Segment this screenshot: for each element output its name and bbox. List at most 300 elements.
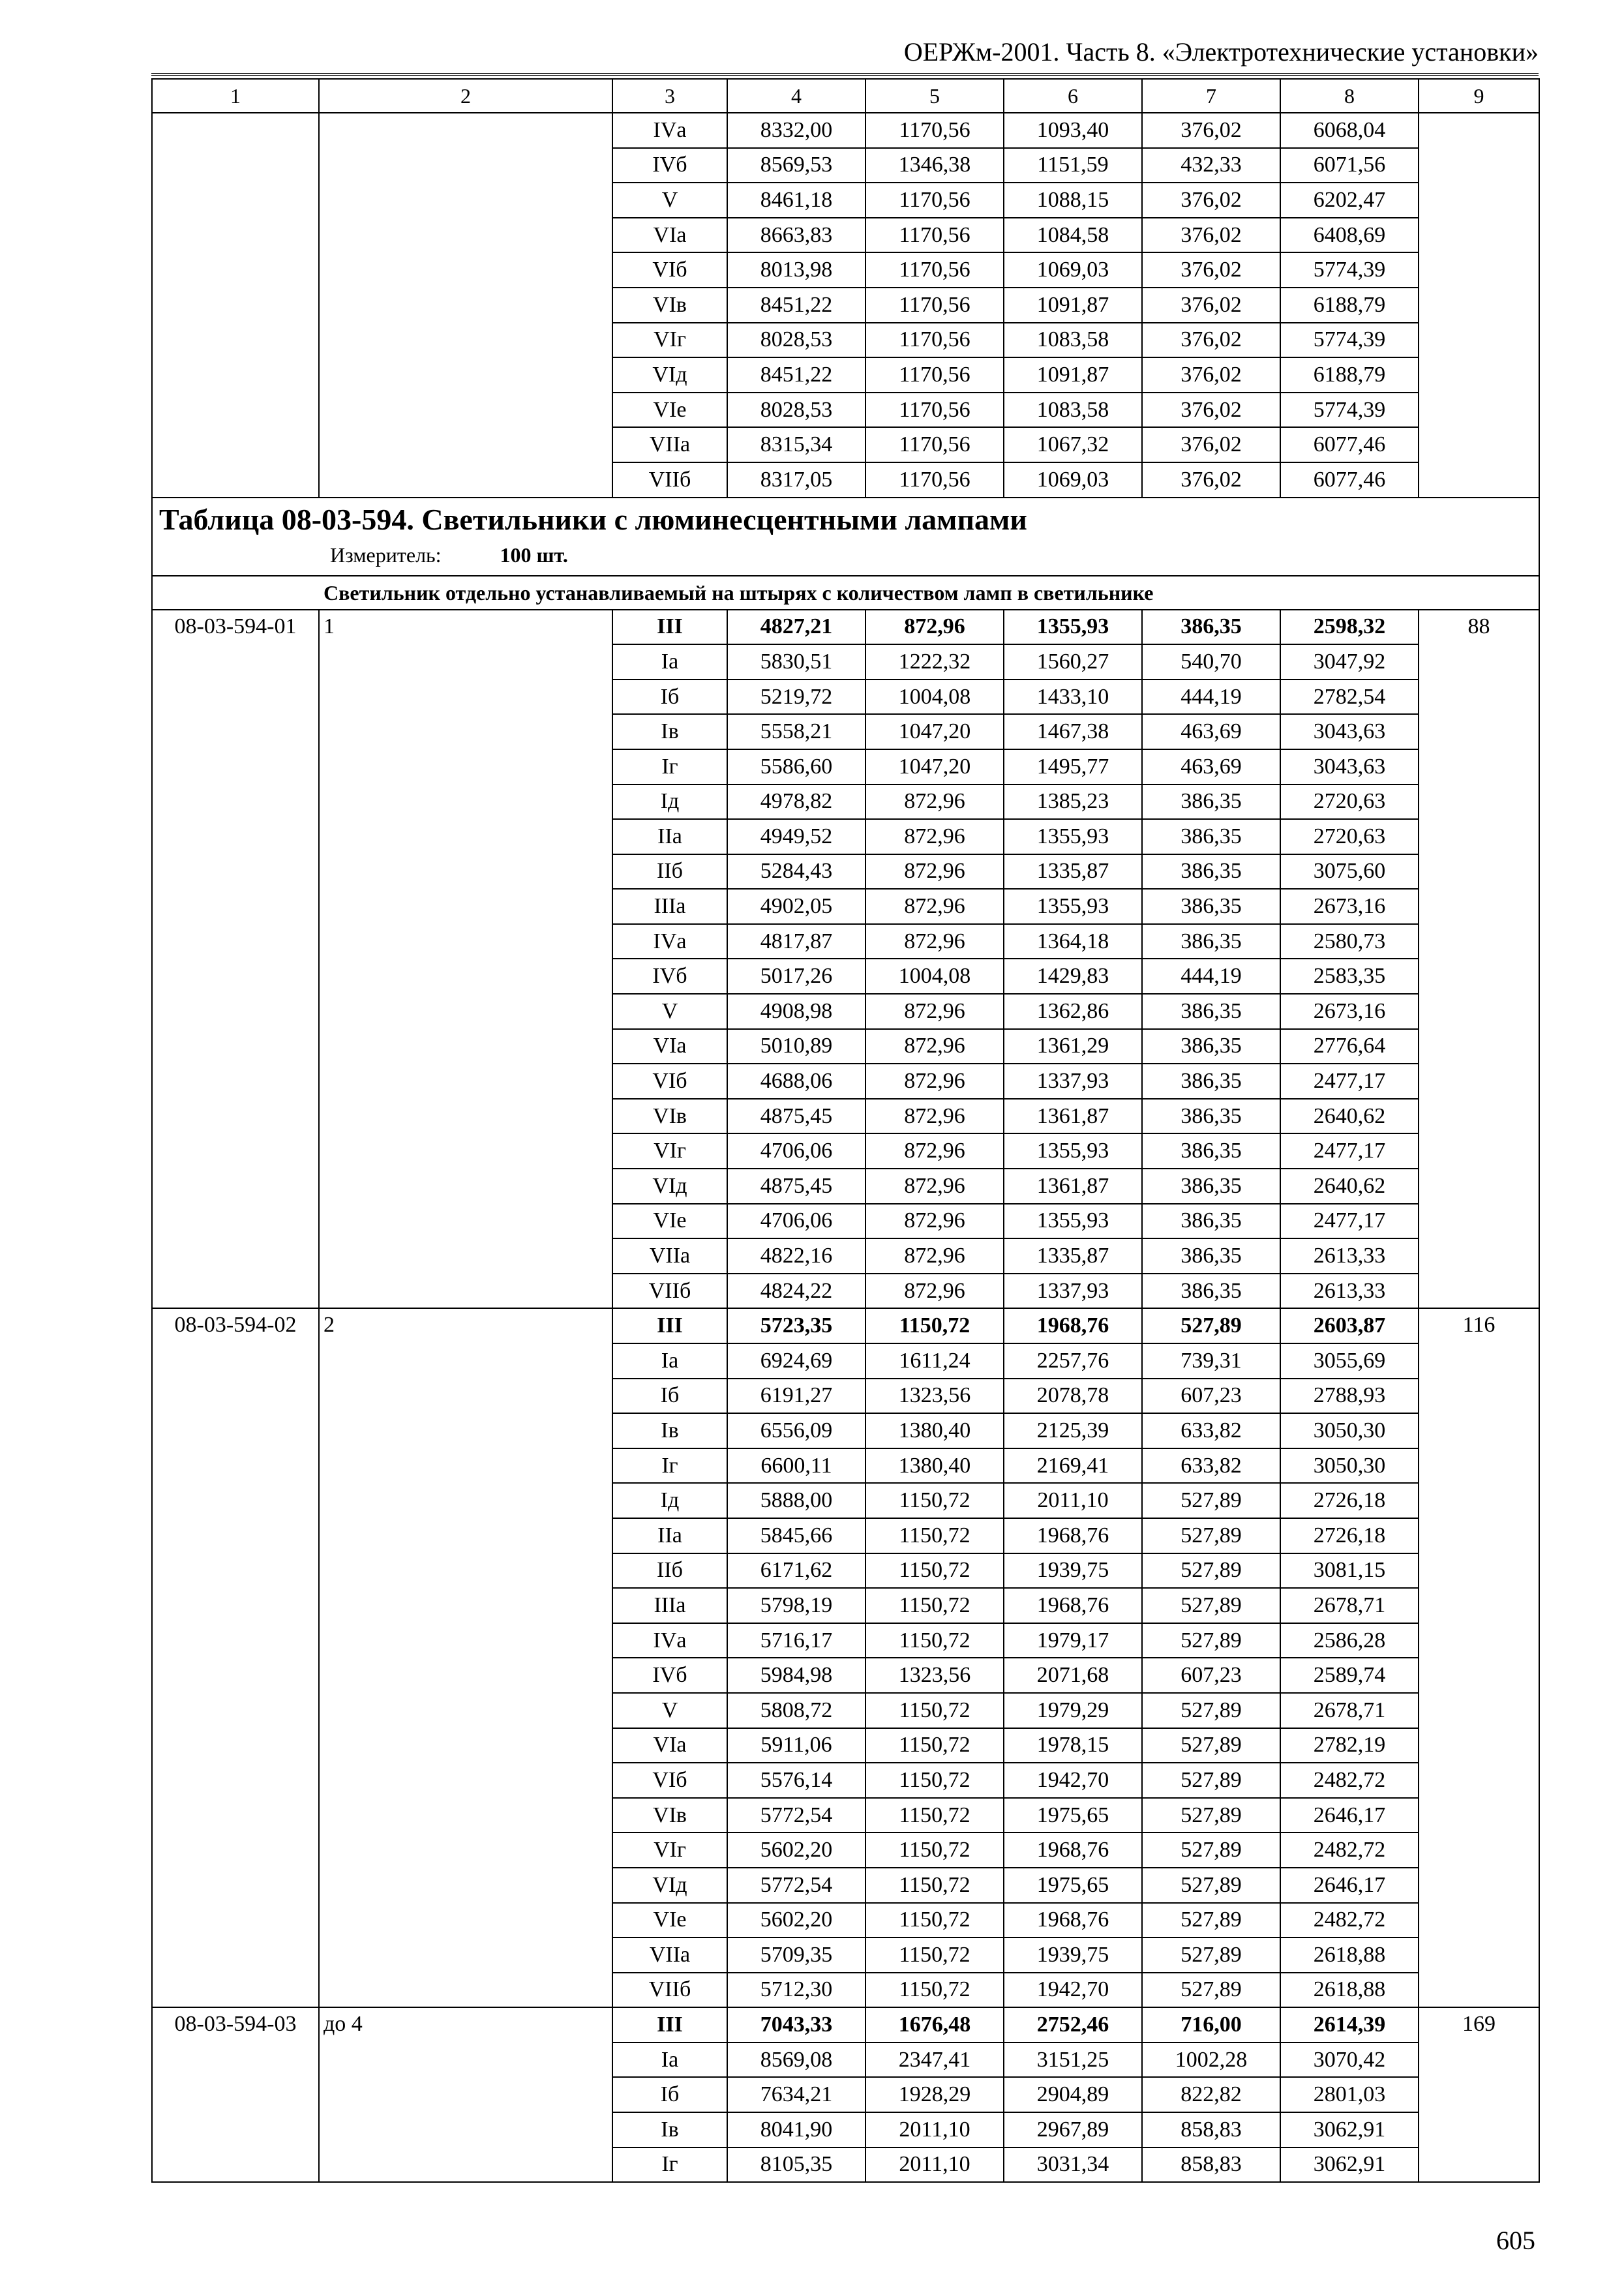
value-cell: 2580,73 bbox=[1280, 924, 1419, 959]
zone-cell: VIа bbox=[612, 1029, 727, 1064]
value-cell: 2752,46 bbox=[1004, 2007, 1142, 2042]
value-cell: 2782,54 bbox=[1280, 680, 1419, 715]
zone-cell: V bbox=[612, 994, 727, 1029]
value-cell: 2125,39 bbox=[1004, 1413, 1142, 1448]
value-cell: 540,70 bbox=[1142, 644, 1280, 680]
value-cell: 386,35 bbox=[1142, 994, 1280, 1029]
value-cell: 6191,27 bbox=[727, 1379, 865, 1414]
value-cell: 432,33 bbox=[1142, 148, 1280, 183]
value-cell: 1150,72 bbox=[865, 1763, 1004, 1798]
value-cell: 386,35 bbox=[1142, 1238, 1280, 1274]
zone-cell: Iд bbox=[612, 785, 727, 820]
value-cell: 8041,90 bbox=[727, 2112, 865, 2147]
value-cell: 1091,87 bbox=[1004, 288, 1142, 323]
value-cell: 6068,04 bbox=[1280, 113, 1419, 148]
value-cell: 872,96 bbox=[865, 1064, 1004, 1099]
value-cell: 1364,18 bbox=[1004, 924, 1142, 959]
value-cell: 5586,60 bbox=[727, 749, 865, 785]
value-cell: 1335,87 bbox=[1004, 854, 1142, 890]
value-cell: 4902,05 bbox=[727, 889, 865, 924]
value-cell: 4875,45 bbox=[727, 1099, 865, 1134]
table-row bbox=[152, 113, 1539, 148]
value-cell: 1150,72 bbox=[865, 1728, 1004, 1763]
value-cell: 5774,39 bbox=[1280, 252, 1419, 288]
value-cell: 3050,30 bbox=[1280, 1448, 1419, 1484]
value-cell: 5830,51 bbox=[727, 644, 865, 680]
value-cell: 2477,17 bbox=[1280, 1064, 1419, 1099]
value-cell: 527,89 bbox=[1142, 1763, 1280, 1798]
value-cell: 5219,72 bbox=[727, 680, 865, 715]
value-cell: 1170,56 bbox=[865, 288, 1004, 323]
value-cell: 6600,11 bbox=[727, 1448, 865, 1484]
value-cell: 2011,10 bbox=[865, 2112, 1004, 2147]
value-cell: 1170,56 bbox=[865, 252, 1004, 288]
value-cell: 8569,08 bbox=[727, 2042, 865, 2078]
value-cell: 1361,87 bbox=[1004, 1099, 1142, 1134]
value-cell: 386,35 bbox=[1142, 1029, 1280, 1064]
value-cell: 8451,22 bbox=[727, 288, 865, 323]
value-cell: 1002,28 bbox=[1142, 2042, 1280, 2078]
zone-cell: V bbox=[612, 183, 727, 218]
value-cell: 4688,06 bbox=[727, 1064, 865, 1099]
value-cell: 1979,29 bbox=[1004, 1693, 1142, 1728]
value-cell: 527,89 bbox=[1142, 1937, 1280, 1973]
value-cell: 872,96 bbox=[865, 1238, 1004, 1274]
value-cell: 2726,18 bbox=[1280, 1518, 1419, 1553]
value-cell: 8451,22 bbox=[727, 357, 865, 393]
value-cell: 872,96 bbox=[865, 1274, 1004, 1309]
zone-cell: IIб bbox=[612, 854, 727, 890]
value-cell: 8315,34 bbox=[727, 427, 865, 462]
value-cell: 5602,20 bbox=[727, 1903, 865, 1938]
zone-cell: IVа bbox=[612, 924, 727, 959]
value-cell: 463,69 bbox=[1142, 714, 1280, 749]
value-cell: 1088,15 bbox=[1004, 183, 1142, 218]
value-cell: 386,35 bbox=[1142, 785, 1280, 820]
value-cell: 1560,27 bbox=[1004, 644, 1142, 680]
value-cell: 1170,56 bbox=[865, 427, 1004, 462]
value-cell: 1151,59 bbox=[1004, 148, 1142, 183]
zone-cell: VIв bbox=[612, 1798, 727, 1833]
value-cell: 1968,76 bbox=[1004, 1518, 1142, 1553]
zone-cell: VIб bbox=[612, 1064, 727, 1099]
zone-cell: VIIб bbox=[612, 462, 727, 498]
value-cell: 6171,62 bbox=[727, 1553, 865, 1589]
value-cell: 1150,72 bbox=[865, 1553, 1004, 1589]
value-cell: 4827,21 bbox=[727, 610, 865, 645]
value-cell: 8461,18 bbox=[727, 183, 865, 218]
value-cell: 3062,91 bbox=[1280, 2112, 1419, 2147]
value-cell: 7043,33 bbox=[727, 2007, 865, 2042]
value-cell: 2257,76 bbox=[1004, 1343, 1142, 1379]
zone-cell: IVб bbox=[612, 148, 727, 183]
value-cell: 527,89 bbox=[1142, 1798, 1280, 1833]
value-cell: 5911,06 bbox=[727, 1728, 865, 1763]
value-cell: 527,89 bbox=[1142, 1973, 1280, 2008]
value-cell: 2583,35 bbox=[1280, 959, 1419, 994]
value-cell: 872,96 bbox=[865, 854, 1004, 890]
zone-cell: Iг bbox=[612, 2147, 727, 2183]
value-cell: 3055,69 bbox=[1280, 1343, 1419, 1379]
value-cell: 376,02 bbox=[1142, 462, 1280, 498]
value-cell: 5017,26 bbox=[727, 959, 865, 994]
value-cell: 872,96 bbox=[865, 610, 1004, 645]
value-cell: 872,96 bbox=[865, 1133, 1004, 1169]
value-cell: 1975,65 bbox=[1004, 1798, 1142, 1833]
value-cell: 376,02 bbox=[1142, 357, 1280, 393]
value-cell: 5888,00 bbox=[727, 1483, 865, 1518]
value-cell: 3050,30 bbox=[1280, 1413, 1419, 1448]
value-cell: 5709,35 bbox=[727, 1937, 865, 1973]
unit-line bbox=[159, 543, 1539, 567]
value-cell: 1222,32 bbox=[865, 644, 1004, 680]
value-cell: 8028,53 bbox=[727, 393, 865, 428]
weight-cell: 169 bbox=[1419, 2007, 1539, 2182]
value-cell: 527,89 bbox=[1142, 1868, 1280, 1903]
zone-cell: VIIб bbox=[612, 1274, 727, 1309]
value-cell: 1150,72 bbox=[865, 1693, 1004, 1728]
column-number: 7 bbox=[1142, 79, 1280, 113]
table-title-row bbox=[152, 498, 1539, 576]
value-cell: 1939,75 bbox=[1004, 1937, 1142, 1973]
value-cell: 2673,16 bbox=[1280, 994, 1419, 1029]
value-cell: 444,19 bbox=[1142, 959, 1280, 994]
page-header bbox=[151, 34, 1539, 76]
value-cell: 6077,46 bbox=[1280, 462, 1419, 498]
zone-cell: VIIа bbox=[612, 1937, 727, 1973]
value-cell: 3151,25 bbox=[1004, 2042, 1142, 2078]
value-cell: 1004,08 bbox=[865, 959, 1004, 994]
value-cell: 2678,71 bbox=[1280, 1588, 1419, 1623]
value-cell: 3043,63 bbox=[1280, 749, 1419, 785]
value-cell: 1355,93 bbox=[1004, 819, 1142, 854]
value-cell: 2477,17 bbox=[1280, 1133, 1419, 1169]
zone-cell: VIв bbox=[612, 288, 727, 323]
lamp-count-cell: 1 bbox=[319, 610, 612, 1309]
value-cell: 1611,24 bbox=[865, 1343, 1004, 1379]
zone-cell: V bbox=[612, 1693, 727, 1728]
value-cell: 872,96 bbox=[865, 889, 1004, 924]
column-number: 3 bbox=[612, 79, 727, 113]
zone-cell: III bbox=[612, 1308, 727, 1343]
zone-cell: III bbox=[612, 2007, 727, 2042]
zone-cell: VIе bbox=[612, 393, 727, 428]
value-cell: 5010,89 bbox=[727, 1029, 865, 1064]
value-cell: 3062,91 bbox=[1280, 2147, 1419, 2183]
value-cell: 1069,03 bbox=[1004, 252, 1142, 288]
value-cell: 2673,16 bbox=[1280, 889, 1419, 924]
code-cell bbox=[152, 113, 319, 498]
value-cell: 1380,40 bbox=[865, 1448, 1004, 1484]
value-cell: 2482,72 bbox=[1280, 1903, 1419, 1938]
column-number: 2 bbox=[319, 79, 612, 113]
zone-cell: III bbox=[612, 610, 727, 645]
value-cell: 872,96 bbox=[865, 1029, 1004, 1064]
zone-cell: VIб bbox=[612, 252, 727, 288]
value-cell: 2078,78 bbox=[1004, 1379, 1142, 1414]
value-cell: 1429,83 bbox=[1004, 959, 1142, 994]
value-cell: 1433,10 bbox=[1004, 680, 1142, 715]
value-cell: 2477,17 bbox=[1280, 1204, 1419, 1239]
table-body bbox=[152, 79, 1539, 2182]
value-cell: 2613,33 bbox=[1280, 1238, 1419, 1274]
value-cell: 8028,53 bbox=[727, 323, 865, 358]
table-row bbox=[152, 2007, 1539, 2042]
value-cell: 2618,88 bbox=[1280, 1973, 1419, 2008]
value-cell: 1361,29 bbox=[1004, 1029, 1142, 1064]
table-subtitle-row bbox=[152, 576, 1539, 610]
value-cell: 386,35 bbox=[1142, 819, 1280, 854]
zone-cell: Iа bbox=[612, 644, 727, 680]
value-cell: 2788,93 bbox=[1280, 1379, 1419, 1414]
value-cell: 1150,72 bbox=[865, 1868, 1004, 1903]
value-cell: 1150,72 bbox=[865, 1483, 1004, 1518]
value-cell: 386,35 bbox=[1142, 1099, 1280, 1134]
value-cell: 1928,29 bbox=[865, 2077, 1004, 2112]
value-cell: 2169,41 bbox=[1004, 1448, 1142, 1484]
value-cell: 2967,89 bbox=[1004, 2112, 1142, 2147]
table-title-cell bbox=[152, 498, 1539, 576]
zone-cell: VIе bbox=[612, 1204, 727, 1239]
value-cell: 5774,39 bbox=[1280, 323, 1419, 358]
value-cell: 1968,76 bbox=[1004, 1308, 1142, 1343]
value-cell: 444,19 bbox=[1142, 680, 1280, 715]
unit-label: Измеритель: bbox=[330, 543, 442, 567]
page-number: 605 bbox=[1496, 2226, 1535, 2255]
weight-cell: 116 bbox=[1419, 1308, 1539, 2007]
table-title: Таблица 08-03-594. Светильники с люминесцентными лампами bbox=[159, 502, 1027, 536]
value-cell: 1385,23 bbox=[1004, 785, 1142, 820]
zone-cell: IIа bbox=[612, 819, 727, 854]
value-cell: 4978,82 bbox=[727, 785, 865, 820]
value-cell: 1170,56 bbox=[865, 113, 1004, 148]
zone-cell: Iб bbox=[612, 1379, 727, 1414]
zone-cell: IVб bbox=[612, 1658, 727, 1693]
value-cell: 2646,17 bbox=[1280, 1868, 1419, 1903]
value-cell: 1004,08 bbox=[865, 680, 1004, 715]
value-cell: 2598,32 bbox=[1280, 610, 1419, 645]
value-cell: 386,35 bbox=[1142, 1204, 1280, 1239]
value-cell: 1942,70 bbox=[1004, 1763, 1142, 1798]
code-cell: 08-03-594-01 bbox=[152, 610, 319, 1309]
value-cell: 1979,17 bbox=[1004, 1623, 1142, 1658]
value-cell: 386,35 bbox=[1142, 889, 1280, 924]
value-cell: 8105,35 bbox=[727, 2147, 865, 2183]
value-cell: 5716,17 bbox=[727, 1623, 865, 1658]
value-cell: 2640,62 bbox=[1280, 1169, 1419, 1204]
value-cell: 1150,72 bbox=[865, 1308, 1004, 1343]
value-cell: 1170,56 bbox=[865, 393, 1004, 428]
zone-cell: Iг bbox=[612, 749, 727, 785]
value-cell: 527,89 bbox=[1142, 1728, 1280, 1763]
value-cell: 4822,16 bbox=[727, 1238, 865, 1274]
value-cell: 3070,42 bbox=[1280, 2042, 1419, 2078]
zone-cell: VIв bbox=[612, 1099, 727, 1134]
value-cell: 6924,69 bbox=[727, 1343, 865, 1379]
value-cell: 1170,56 bbox=[865, 357, 1004, 393]
zone-cell: Iв bbox=[612, 2112, 727, 2147]
value-cell: 1084,58 bbox=[1004, 218, 1142, 253]
table-row bbox=[152, 1308, 1539, 1343]
value-cell: 5712,30 bbox=[727, 1973, 865, 2008]
value-cell: 527,89 bbox=[1142, 1518, 1280, 1553]
zone-cell: IIIа bbox=[612, 1588, 727, 1623]
code-cell: 08-03-594-03 bbox=[152, 2007, 319, 2182]
value-cell: 2482,72 bbox=[1280, 1763, 1419, 1798]
value-cell: 376,02 bbox=[1142, 288, 1280, 323]
value-cell: 2586,28 bbox=[1280, 1623, 1419, 1658]
value-cell: 386,35 bbox=[1142, 924, 1280, 959]
value-cell: 2613,33 bbox=[1280, 1274, 1419, 1309]
price-table bbox=[151, 78, 1540, 2183]
value-cell: 4706,06 bbox=[727, 1204, 865, 1239]
value-cell: 527,89 bbox=[1142, 1553, 1280, 1589]
value-cell: 6556,09 bbox=[727, 1413, 865, 1448]
value-cell: 1170,56 bbox=[865, 183, 1004, 218]
value-cell: 1047,20 bbox=[865, 714, 1004, 749]
value-cell: 5723,35 bbox=[727, 1308, 865, 1343]
value-cell: 2482,72 bbox=[1280, 1833, 1419, 1868]
value-cell: 527,89 bbox=[1142, 1483, 1280, 1518]
value-cell: 1676,48 bbox=[865, 2007, 1004, 2042]
zone-cell: Iб bbox=[612, 680, 727, 715]
value-cell: 8317,05 bbox=[727, 462, 865, 498]
value-cell: 872,96 bbox=[865, 1204, 1004, 1239]
value-cell: 872,96 bbox=[865, 924, 1004, 959]
value-cell: 376,02 bbox=[1142, 393, 1280, 428]
column-number: 8 bbox=[1280, 79, 1419, 113]
value-cell: 5798,19 bbox=[727, 1588, 865, 1623]
value-cell: 376,02 bbox=[1142, 183, 1280, 218]
value-cell: 2614,39 bbox=[1280, 2007, 1419, 2042]
value-cell: 5558,21 bbox=[727, 714, 865, 749]
value-cell: 1170,56 bbox=[865, 462, 1004, 498]
value-cell: 2011,10 bbox=[865, 2147, 1004, 2183]
value-cell: 1150,72 bbox=[865, 1518, 1004, 1553]
value-cell: 3047,92 bbox=[1280, 644, 1419, 680]
value-cell: 1093,40 bbox=[1004, 113, 1142, 148]
lamp-count-cell: 2 bbox=[319, 1308, 612, 2007]
zone-cell: Iа bbox=[612, 2042, 727, 2078]
value-cell: 5772,54 bbox=[727, 1798, 865, 1833]
value-cell: 2640,62 bbox=[1280, 1099, 1419, 1134]
value-cell: 2776,64 bbox=[1280, 1029, 1419, 1064]
value-cell: 2071,68 bbox=[1004, 1658, 1142, 1693]
value-cell: 5284,43 bbox=[727, 854, 865, 890]
value-cell: 1495,77 bbox=[1004, 749, 1142, 785]
lamp-count-cell: до 4 bbox=[319, 2007, 612, 2182]
value-cell: 872,96 bbox=[865, 994, 1004, 1029]
zone-cell: Iб bbox=[612, 2077, 727, 2112]
value-cell: 5984,98 bbox=[727, 1658, 865, 1693]
value-cell: 386,35 bbox=[1142, 1064, 1280, 1099]
value-cell: 2603,87 bbox=[1280, 1308, 1419, 1343]
value-cell: 633,82 bbox=[1142, 1413, 1280, 1448]
value-cell: 1355,93 bbox=[1004, 889, 1142, 924]
value-cell: 2646,17 bbox=[1280, 1798, 1419, 1833]
column-number: 4 bbox=[727, 79, 865, 113]
value-cell: 1975,65 bbox=[1004, 1868, 1142, 1903]
value-cell: 4908,98 bbox=[727, 994, 865, 1029]
value-cell: 5845,66 bbox=[727, 1518, 865, 1553]
value-cell: 2618,88 bbox=[1280, 1937, 1419, 1973]
value-cell: 872,96 bbox=[865, 1099, 1004, 1134]
value-cell: 739,31 bbox=[1142, 1343, 1280, 1379]
zone-cell: VIг bbox=[612, 1133, 727, 1169]
value-cell: 5576,14 bbox=[727, 1763, 865, 1798]
value-cell: 2801,03 bbox=[1280, 2077, 1419, 2112]
value-cell: 527,89 bbox=[1142, 1623, 1280, 1658]
value-cell: 1091,87 bbox=[1004, 357, 1142, 393]
value-cell: 386,35 bbox=[1142, 854, 1280, 890]
value-cell: 1150,72 bbox=[865, 1937, 1004, 1973]
value-cell: 1355,93 bbox=[1004, 1133, 1142, 1169]
value-cell: 872,96 bbox=[865, 819, 1004, 854]
value-cell: 822,82 bbox=[1142, 2077, 1280, 2112]
value-cell: 1069,03 bbox=[1004, 462, 1142, 498]
value-cell: 1170,56 bbox=[865, 218, 1004, 253]
value-cell: 1968,76 bbox=[1004, 1833, 1142, 1868]
zone-cell: Iг bbox=[612, 1448, 727, 1484]
zone-cell: IIб bbox=[612, 1553, 727, 1589]
value-cell: 1323,56 bbox=[865, 1658, 1004, 1693]
value-cell: 5774,39 bbox=[1280, 393, 1419, 428]
value-cell: 1150,72 bbox=[865, 1798, 1004, 1833]
value-cell: 872,96 bbox=[865, 1169, 1004, 1204]
value-cell: 1942,70 bbox=[1004, 1973, 1142, 2008]
weight-cell bbox=[1419, 113, 1539, 498]
zone-cell: VIб bbox=[612, 1763, 727, 1798]
value-cell: 1355,93 bbox=[1004, 1204, 1142, 1239]
column-number: 9 bbox=[1419, 79, 1539, 113]
zone-cell: VIIа bbox=[612, 1238, 727, 1274]
value-cell: 7634,21 bbox=[727, 2077, 865, 2112]
value-cell: 1467,38 bbox=[1004, 714, 1142, 749]
value-cell: 1150,72 bbox=[865, 1833, 1004, 1868]
value-cell: 376,02 bbox=[1142, 218, 1280, 253]
value-cell: 1047,20 bbox=[865, 749, 1004, 785]
zone-cell: IVа bbox=[612, 1623, 727, 1658]
zone-cell: IIIа bbox=[612, 889, 727, 924]
value-cell: 4949,52 bbox=[727, 819, 865, 854]
zone-cell: VIд bbox=[612, 1868, 727, 1903]
value-cell: 376,02 bbox=[1142, 113, 1280, 148]
value-cell: 633,82 bbox=[1142, 1448, 1280, 1484]
value-cell: 5808,72 bbox=[727, 1693, 865, 1728]
value-cell: 716,00 bbox=[1142, 2007, 1280, 2042]
value-cell: 858,83 bbox=[1142, 2112, 1280, 2147]
value-cell: 6188,79 bbox=[1280, 357, 1419, 393]
column-number: 1 bbox=[152, 79, 319, 113]
zone-cell: Iв bbox=[612, 1413, 727, 1448]
code-cell: 08-03-594-02 bbox=[152, 1308, 319, 2007]
value-cell: 386,35 bbox=[1142, 610, 1280, 645]
zone-cell: VIIб bbox=[612, 1973, 727, 2008]
value-cell: 1337,93 bbox=[1004, 1274, 1142, 1309]
value-cell: 527,89 bbox=[1142, 1308, 1280, 1343]
zone-cell: VIIа bbox=[612, 427, 727, 462]
value-cell: 463,69 bbox=[1142, 749, 1280, 785]
value-cell: 2726,18 bbox=[1280, 1483, 1419, 1518]
value-cell: 2347,41 bbox=[865, 2042, 1004, 2078]
weight-cell: 88 bbox=[1419, 610, 1539, 1309]
value-cell: 3043,63 bbox=[1280, 714, 1419, 749]
zone-cell: VIа bbox=[612, 218, 727, 253]
value-cell: 1939,75 bbox=[1004, 1553, 1142, 1589]
value-cell: 4875,45 bbox=[727, 1169, 865, 1204]
value-cell: 6202,47 bbox=[1280, 183, 1419, 218]
value-cell: 1335,87 bbox=[1004, 1238, 1142, 1274]
